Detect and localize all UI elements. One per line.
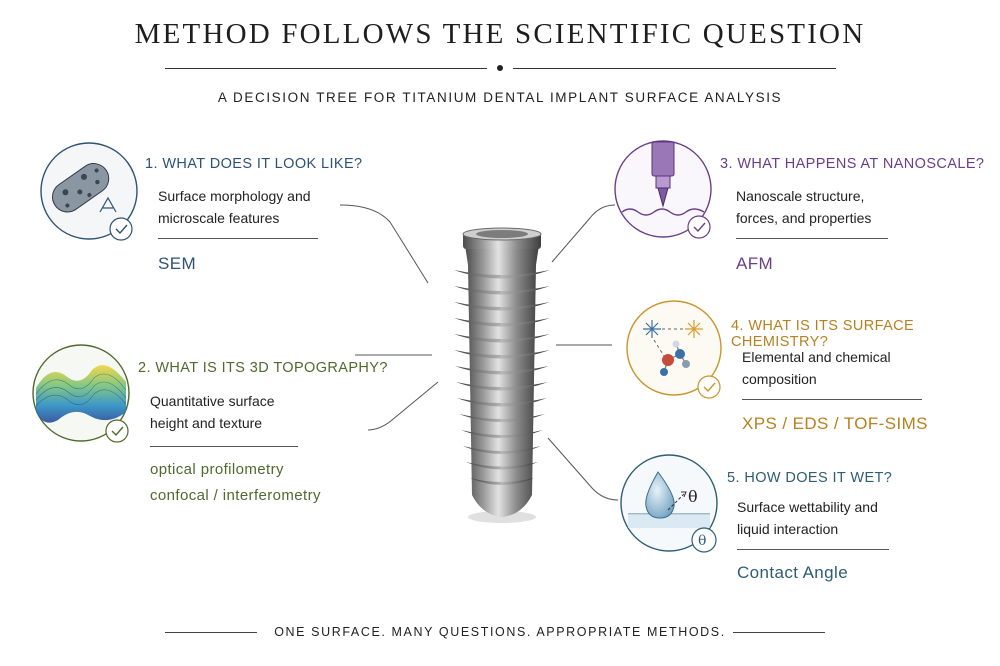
footer-rule-right [733,632,825,633]
question-2-methods [150,457,321,509]
dental-implant-illustration [432,225,572,525]
question-2-description [150,390,275,434]
theta-symbol: θ [688,487,698,506]
question-1-separator [158,238,318,239]
theta-badge-icon [690,526,718,554]
question-2-description-line-2: height and texture [150,415,263,431]
question-5-description-line-2: liquid interaction [737,521,839,537]
checkmark-icon [108,216,134,242]
question-2-method-1: optical profilometry [150,461,284,478]
question-3-description-line-1: Nanoscale structure, [736,188,865,204]
question-2-title: 2. WHAT IS ITS 3D TOPOGRAPHY? [138,360,388,376]
question-3-title: 3. WHAT HAPPENS AT NANOSCALE? [720,156,985,172]
question-1-description-line-2: microscale features [158,210,280,226]
question-3-description [736,185,871,229]
question-2-separator [150,446,298,447]
checkmark-icon [696,374,722,400]
question-3-method: AFM [736,254,774,273]
question-2-method-2: confocal / interferometry [150,487,321,504]
question-4-description-line-2: composition [742,371,817,387]
question-4-separator [742,399,922,400]
question-5-method: Contact Angle [737,563,849,582]
question-5-separator [737,549,889,550]
theta-badge-symbol: θ [698,533,707,549]
question-4-description-line-1: Elemental and chemical [742,349,891,365]
question-4-method: XPS / EDS / TOF-SIMS [742,414,928,433]
question-5-title: 5. HOW DOES IT WET? [727,470,893,486]
footer-tagline: ONE SURFACE. MANY QUESTIONS. APPROPRIATE METHODS. [274,625,726,639]
question-1-method: SEM [158,254,197,273]
question-5-description-line-1: Surface wettability and [737,499,878,515]
connector-q2b [368,382,438,430]
connector-q1 [340,205,428,283]
question-3-description-line-2: forces, and properties [736,210,872,226]
question-4-title: 4. WHAT IS ITS SURFACE CHEMISTRY? [731,318,915,350]
question-5-description [737,496,878,540]
question-1-description-line-1: Surface morphology and [158,188,311,204]
question-4-description [742,346,891,390]
checkmark-icon [104,418,130,444]
question-1-description [158,185,311,229]
question-3-separator [736,238,888,239]
checkmark-icon [686,214,712,240]
page-title: METHOD FOLLOWS THE SCIENTIFIC QUESTION [134,18,866,50]
question-2-description-line-1: Quantitative surface [150,393,275,409]
page-subtitle: A DECISION TREE FOR TITANIUM DENTAL IMPLANT SURFACE ANALYSIS [217,90,783,105]
question-1-title: 1. WHAT DOES IT LOOK LIKE? [145,156,363,172]
